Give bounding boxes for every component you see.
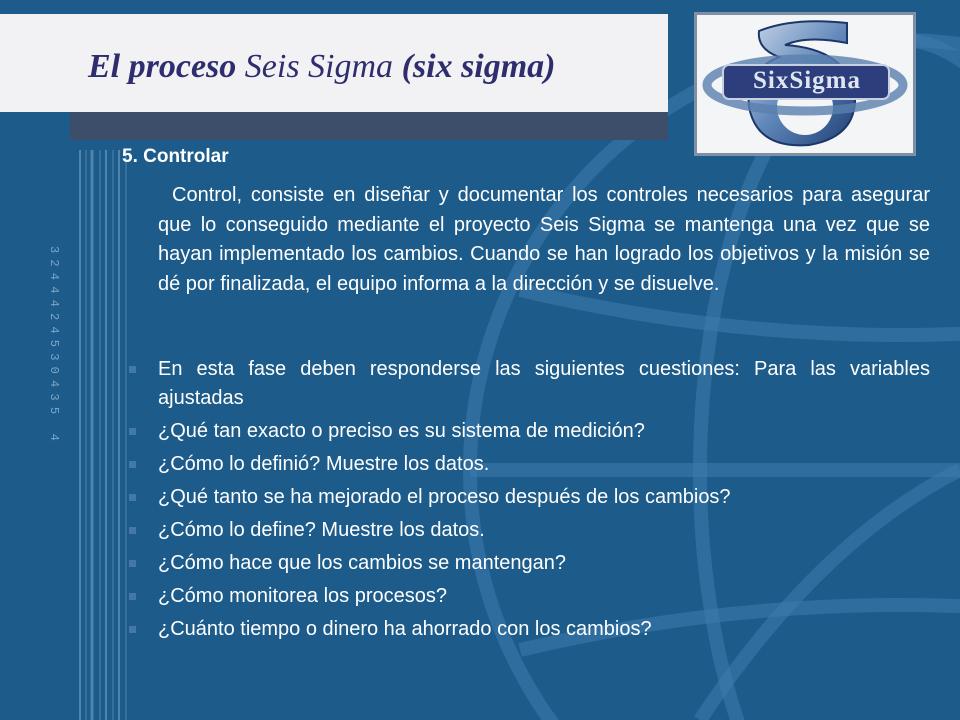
- list-item: [158, 417, 930, 446]
- list-item-text: ¿Cómo monitorea los procesos?: [158, 585, 448, 607]
- bullet-marker: [129, 560, 136, 567]
- slide-title: [88, 48, 556, 86]
- list-item-text: ¿Cuánto tiempo o dinero ha ahorrado con los cambios?: [158, 618, 652, 640]
- bullet-marker: [129, 593, 136, 600]
- list-item: [158, 549, 930, 578]
- six-sigma-logo: [694, 12, 916, 156]
- barcode-digits: 3244424530435 4: [47, 246, 61, 448]
- list-item: [158, 450, 930, 479]
- bullet-marker: [129, 527, 136, 534]
- control-description: Control, consiste en diseñar y documentar los controles necesarios para asegurar que lo conseguido mediante el proyecto Seis Sigma se mantenga una vez que se hayan implementado los cambios. Cuando se han logrado los objetivos y la misión se dé por finalizada, el equipo informa a la dirección y se disuelve.: [158, 184, 930, 295]
- bullet-marker: [129, 428, 136, 435]
- questions-list: [158, 355, 930, 648]
- list-item: [158, 615, 930, 644]
- logo-wordmark: SixSigma: [752, 67, 862, 94]
- list-item: [158, 355, 930, 413]
- list-item: [158, 516, 930, 545]
- list-item-text: ¿Cómo lo define? Muestre los datos.: [158, 519, 485, 541]
- bullet-marker: [129, 461, 136, 468]
- section-heading: 5. Controlar: [122, 146, 229, 167]
- title-part-3: (six sigma): [401, 48, 556, 85]
- title-part-1: El proceso: [88, 48, 237, 85]
- list-item-text: ¿Qué tanto se ha mejorado el proceso después de los cambios?: [158, 486, 731, 508]
- title-bar-shadow: [70, 112, 668, 140]
- list-item: [158, 483, 930, 512]
- list-item: [158, 582, 930, 611]
- bullet-marker: [129, 494, 136, 501]
- list-item-text: ¿Qué tan exacto o preciso es su sistema de medición?: [158, 420, 645, 442]
- bullet-marker: [129, 626, 136, 633]
- list-item-text: En esta fase deben responderse las siguientes cuestiones: Para las variables ajustadas: [158, 358, 930, 409]
- list-item-text: ¿Cómo hace que los cambios se mantengan?: [158, 552, 567, 574]
- bullet-marker: [129, 366, 136, 373]
- list-item-text: ¿Cómo lo definió? Muestre los datos.: [158, 453, 490, 475]
- title-part-2: Seis Sigma: [244, 48, 394, 85]
